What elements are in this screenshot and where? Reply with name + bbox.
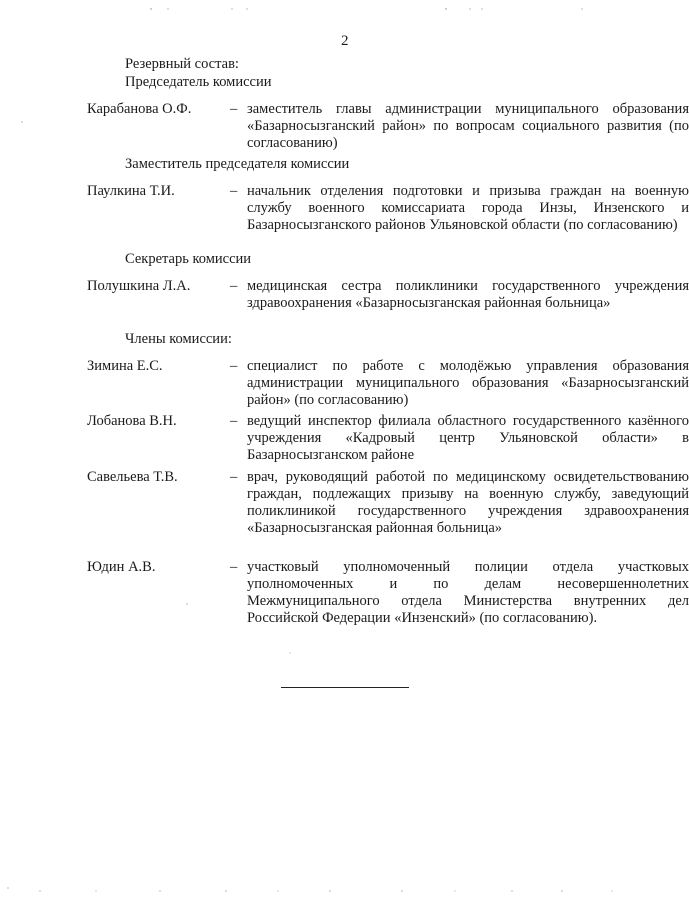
member-name: Паулкина Т.И. <box>87 183 175 199</box>
heading-deputy: Заместитель председателя комиссии <box>125 156 350 172</box>
member-description: начальник отделения подготовки и призыва граждан на военную службу военного комиссариата города Инзы, Инзенского и Базарносызганского районов Ульяновской области (по согласованию) <box>247 183 689 233</box>
heading-reserve: Резервный состав: <box>125 56 239 72</box>
dash: – <box>230 358 238 374</box>
dash: – <box>230 469 238 485</box>
heading-secretary: Секретарь комиссии <box>125 251 252 267</box>
member-description: врач, руководящий работой по медицинскому освидетельствованию граждан, подлежащих призыву на военную службу, заведующий поликлиникой государственного учреждения здравоохранения «Базарносызганская районная больница» <box>247 469 689 536</box>
heading-members: Члены комиссии: <box>125 331 232 347</box>
member-description: специалист по работе с молодёжью управления образования администрации муниципального образования «Базарносызганский район» (по согласованию) <box>247 358 689 408</box>
member-description: медицинская сестра поликлиники государственного учреждения здравоохранения «Базарносызганская районная больница» <box>247 278 689 311</box>
dash: – <box>230 413 238 429</box>
member-description: заместитель главы администрации муниципального образования «Базарносызганский район» по вопросам социального развития (по согласованию) <box>247 101 689 151</box>
dash: – <box>230 101 238 117</box>
member-description: ведущий инспектор филиала областного государственного казённого учреждения «Кадровый центр Ульяновской области» в Базарносызганском районе <box>247 413 689 463</box>
member-name: Лобанова В.Н. <box>87 413 177 429</box>
heading-chairman: Председатель комиссии <box>125 74 272 90</box>
dash: – <box>230 278 238 294</box>
member-name: Юдин А.В. <box>87 559 156 575</box>
page-number: 2 <box>341 33 349 49</box>
dash: – <box>230 183 238 199</box>
end-of-list-rule <box>281 687 409 688</box>
member-name: Полушкина Л.А. <box>87 278 191 294</box>
member-name: Карабанова О.Ф. <box>87 101 192 117</box>
member-name: Савельева Т.В. <box>87 469 178 485</box>
dash: – <box>230 559 238 575</box>
member-description: участковый уполномоченный полиции отдела участковых уполномоченных и по делам несовершеннолетних Межмуниципального отдела Министерства внутренних дел Российской Федерации «Инзенский» (по согласованию). <box>247 559 689 626</box>
member-name: Зимина Е.С. <box>87 358 163 374</box>
